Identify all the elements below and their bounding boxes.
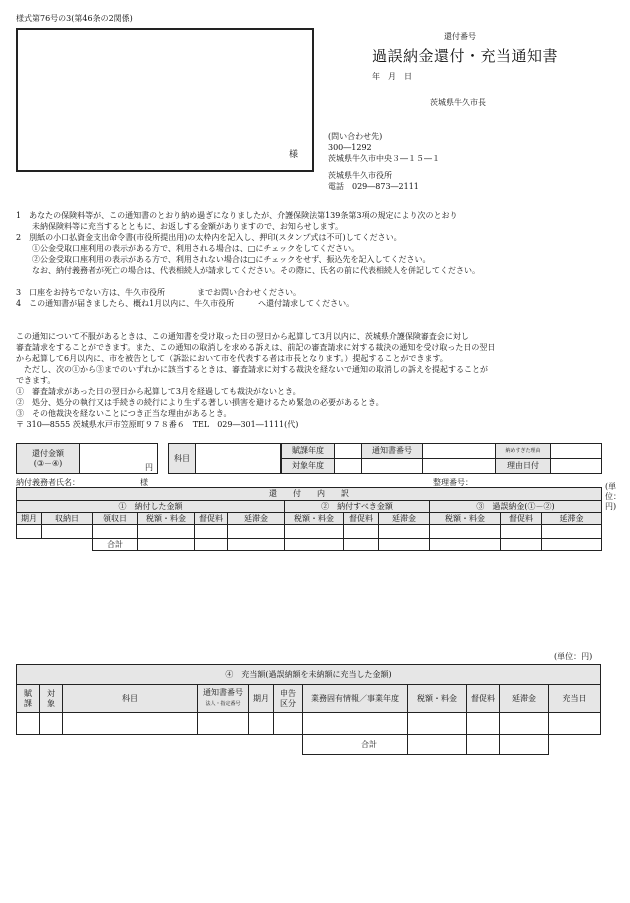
col-header: 督促料 [501,513,542,525]
notice-line: 2 別紙の小口払資金支出命令書(市役所提出用)の太枠内を記入し、押印(スタンプ式は不可)してください。 [16,233,402,242]
notice-line: なお、納付義務者が死亡の場合は、代表相続人が請求してください。その際に、氏名の前に代表相続人を併記してください。 [16,266,480,275]
payer-name-label: 納付義務者氏名： [16,478,80,487]
appeal-line: 審査請求をすることができます。また、この通知の取消しを求める訴えは、前記の審査請求に対する裁決の通知を受け取った日の翌日 [16,343,496,352]
reason-date-label: 理由日付 [496,459,551,474]
total-row [17,539,602,551]
contact-postal: 300―1292 [328,143,372,152]
refund-number-label: 還付番号 [444,32,476,41]
table-row [17,525,602,539]
notice-line: 4 この通知書が届きましたら、概ね1月以内に、牛久市役所 へ還付請求してください。 [16,299,355,308]
appeal-line: できます。 [16,376,56,385]
contact-block [328,131,440,192]
address-window [16,28,314,172]
levy-year-label: 賦課年度 [282,444,335,459]
col-header: 期月 [17,513,42,525]
col-header: 対象 [40,685,63,713]
total-label: 合計 [93,539,138,551]
overpay-reason-label: 納めすぎた理由 [496,444,551,459]
notice-line: 1 あなたの保険料等が、この通知書のとおり納め過ぎになりましたが、介護保険法第139条第3項の規定により次のとおり [16,211,458,220]
notice-line: ①公金受取口座利用の表示がある方で、利用される場合は、□にチェックをしてください。 [16,244,360,253]
col-header: 科目 [63,685,198,713]
breakdown-title: 還 付 内 訳 [17,488,602,501]
group-overpaid: ③ 過誤納金(①－②) [430,501,602,513]
col-header: 税額・料金 [138,513,195,525]
appeal-line: ① 審査請求があった日の翌日から起算して3月を経過しても裁決がないとき。 [16,387,301,396]
col-header: 充当日 [549,685,601,713]
col-header: 税額・料金 [408,685,467,713]
breakdown-unit: (単位：円) [605,482,621,511]
subject-table [168,443,281,474]
col-header: 延滞金 [379,513,430,525]
col-header: 収納日 [42,513,93,525]
reference-number-label: 整理番号： [433,478,473,487]
col-header: 申告区分 [274,685,303,713]
contact-address: 茨城県牛久市中央３―１５―１ [328,154,440,163]
payer-sama: 様 [140,478,148,487]
col-header: 通知書番号 法人・指定番号 [198,685,249,713]
col-header: 延滞金 [228,513,285,525]
col-header: 税額・料金 [285,513,344,525]
table-row [17,713,601,735]
levy-year-value [335,444,362,459]
appeal-address: 〒 310―8555 茨城県水戸市笠原町９７８番６ TEL 029―301―1111(代) [16,420,299,429]
appeal-line: ③ その他裁決を経ないことにつき正当な理由があるとき。 [16,409,232,418]
col-header: 賦課 [17,685,40,713]
target-year-value [335,459,362,474]
col-header: 期月 [249,685,274,713]
addressee-suffix: 様 [288,150,298,160]
year-table [281,443,602,474]
subject-label: 科目 [169,444,196,474]
notice-line: ②公金受取口座利用の表示がある方で、利用されない場合は□にチェックをせず、振込先を記入してください。 [16,255,431,264]
refund-amount-table [16,443,158,474]
notice-line: 3 口座をお持ちでない方は、牛久市役所 までお問い合わせください。 [16,288,302,297]
overpay-reason-value [551,444,602,459]
refund-amount-value: 円 [80,444,158,474]
notice-items [16,210,480,309]
blank-cell [362,459,423,474]
form-number: 様式第76号の3(第46条の2関係) [16,14,133,23]
appeal-line: ただし、次の①から③までのいずれかに該当するときは、審査請求に対する裁決を経ないで通知の取消しの訴えを提起することが [16,365,488,374]
allocation-unit: (単位：円) [554,652,593,661]
col-header: 延滞金 [500,685,549,713]
appeal-line: から起算して6月以内に、市を被告として（訴訟において市を代表する者は市長となります。）提起することができます。 [16,354,448,363]
breakdown-table [16,487,602,551]
appeal-line: この通知について不服があるときは、この通知書を受け取った日の翌日から起算して3月以内に、茨城県介護保険審査会に対し [16,332,469,341]
contact-heading: (問い合わせ先) [328,132,383,141]
allocation-total-label: 合計 [303,735,408,755]
notice-number-label: 通知書番号 [362,444,423,459]
blank-cell [423,459,496,474]
contact-office: 茨城県牛久市役所 [328,171,392,180]
appeal-text [16,331,495,430]
target-year-label: 対象年度 [282,459,335,474]
col-header: 督促料 [467,685,500,713]
contact-phone: 電話 029―873―2111 [328,182,419,191]
col-header: 業務固有情報／事業年度 [303,685,408,713]
notice-number-value [423,444,496,459]
issue-date: 年 月 日 [372,72,412,81]
subject-value [196,444,281,474]
col-header: 領収日 [93,513,138,525]
total-row [17,735,601,755]
col-header: 税額・料金 [430,513,501,525]
appeal-line: ② 処分、処分の執行又は手続きの続行により生ずる著しい損害を避けるため緊急の必要があるとき。 [16,398,384,407]
refund-amount-label: 還付金額 (③－④) [17,444,80,474]
group-paid: ① 納付した金額 [17,501,285,513]
col-header: 督促料 [195,513,228,525]
page-title: 過誤納金還付・充当通知書 [372,47,559,65]
col-header: 督促料 [344,513,379,525]
notice-line: 未納保険料等に充当するとともに、お返しする金額がありますので、お知らせします。 [16,222,343,231]
allocation-table [16,664,601,755]
col-header: 延滞金 [542,513,602,525]
group-due: ② 納付すべき金額 [285,501,430,513]
allocation-title: ④ 充当額(過誤納額を未納額に充当した金額) [17,665,601,685]
issuer-name: 茨城県牛久市長 [430,98,486,107]
reason-date-value [551,459,602,474]
